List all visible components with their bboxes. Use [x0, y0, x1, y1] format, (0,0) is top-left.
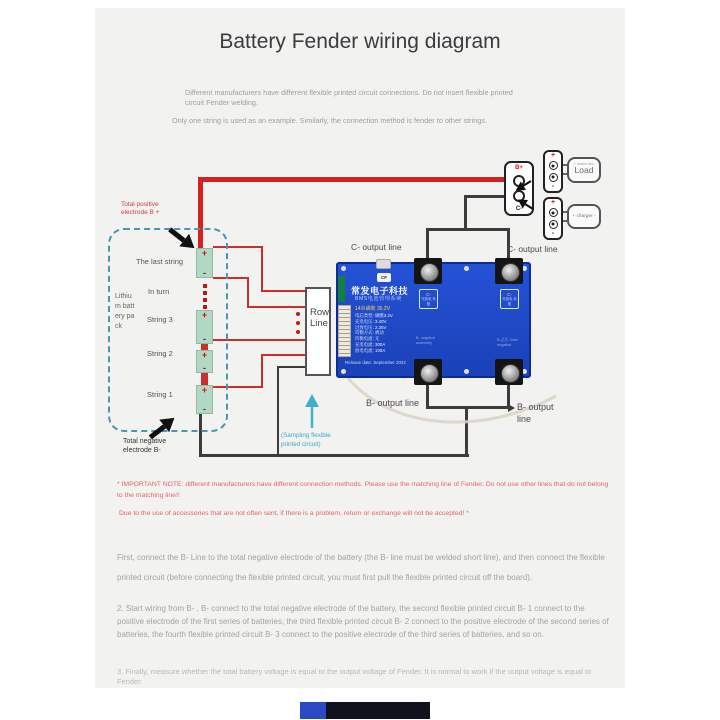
warning-note-1: * IMPORTANT NOTE: different manufacturers have different connection methods. Please use the matching line of Fender. Do not use other lines that do not belong to the matching line!!: [117, 481, 609, 499]
row-line-dots: [296, 321, 300, 325]
load-text: Load: [574, 165, 594, 175]
pad-label-c2-title: C-: [507, 291, 512, 297]
sampling-wire-1b: [261, 246, 263, 292]
screw-hole: [341, 266, 346, 271]
bms-board: [336, 262, 531, 378]
board-subtitle: BMS电池管理系统: [355, 296, 402, 302]
sampling-wire-4b: [261, 355, 263, 388]
solder-pad-c2: [495, 258, 523, 284]
wire-b-plus-horizontal: [198, 177, 508, 182]
label-b-output-right-text: B- output line: [517, 402, 554, 425]
wire-cminus-to-terminal: [464, 195, 506, 198]
warning-note-2: Due to the use of accessories that are not often sent, if there is a problem, return or exchange will not be accepted! *: [119, 510, 469, 517]
load-terminal-block: [543, 150, 563, 193]
pad-label-b2: B-总负 Total negative: [497, 338, 518, 347]
wire-bminus-bottom: [199, 454, 469, 457]
charger-text: + charger -: [572, 214, 596, 219]
board-spec-block: [355, 305, 393, 354]
label-lithium-pack: Lithium battery pack: [115, 293, 135, 331]
sampling-wire-2b: [247, 277, 249, 308]
cell-minus-mark: -: [203, 404, 206, 414]
block-plus: +: [550, 199, 556, 206]
block-plus: +: [550, 152, 556, 159]
terminal-c-minus-label: C-: [515, 205, 523, 212]
arrow-up-teal-icon: [301, 394, 323, 430]
cell-link-wire: [201, 373, 208, 385]
bottom-partial-image: [300, 702, 430, 719]
pad-label-c2-sub: 充放电 负极: [502, 297, 517, 306]
battery-cell-last-string: [196, 248, 213, 278]
instruction-step-1: First, connect the B- Line to the total negative electrode of the battery (the B- line must be welded short line), and then connect the flexible printed circuit (before connecting the flexible printed circuit, you must first pull the flexible printed circuit off the board).: [117, 553, 605, 582]
label-string1: String 1: [147, 390, 173, 399]
wire-cminus-join: [426, 228, 510, 231]
label-string2: String 2: [147, 349, 173, 358]
sampling-wire-black-a: [277, 366, 306, 368]
bottom-partial-blue: [300, 702, 326, 719]
intro-note-2: Only one string is used as an example. Similarly, the connection method is fender to other strings.: [172, 116, 488, 125]
board-component-green: [338, 276, 345, 302]
cell-plus-mark: +: [201, 248, 208, 258]
load-small-text: + motor etc.: [573, 161, 595, 166]
cell-minus-mark: -: [203, 363, 206, 373]
load-box: [567, 157, 601, 183]
sampling-wire-1c: [261, 290, 306, 292]
spec-line: 放电电流: 100A: [355, 347, 386, 353]
row-line-dots: [296, 312, 300, 316]
label-sampling-note: (Sampling flexible printed circuit): [281, 432, 331, 448]
spec-line: 充电电流: 300A: [355, 342, 386, 348]
board-release-date: Release date: September 2022: [345, 360, 406, 365]
row-line-dots: [296, 330, 300, 334]
pad-label-c1: [419, 289, 438, 309]
screw-hole: [464, 369, 469, 374]
block-minus: -: [551, 182, 555, 190]
pad-label-c1-sub: 充放电 负极: [421, 297, 436, 306]
label-b-output-left: B- output line: [366, 398, 420, 408]
board-brand: 常发电子科技: [351, 286, 409, 296]
spec-line: 电芯类型: 磷酸3.2V: [355, 313, 393, 318]
pad-label-b1: B- negative assembly: [416, 336, 436, 345]
cell-minus-mark: -: [203, 268, 206, 278]
cell-plus-mark: +: [201, 310, 208, 320]
wire-cminus-riser: [464, 197, 467, 231]
battery-cell-string1: [196, 385, 213, 414]
sampling-wire-2c: [247, 306, 306, 308]
battery-cell-string3: [196, 310, 213, 344]
sampling-wire-4c: [261, 354, 306, 356]
spec-line: 充电电压: 3.40V: [355, 318, 387, 324]
series-dots: [203, 291, 207, 295]
spec-line: 过放电压: 2.35V: [355, 324, 387, 330]
label-total-negative: Total negative electrode B-: [123, 438, 167, 454]
screw-hole: [464, 266, 469, 271]
charger-box: [567, 204, 601, 229]
label-c-output-left: C- output line: [351, 242, 402, 252]
battery-cell-string2: [196, 350, 213, 373]
pad-label-c2: [500, 289, 519, 309]
screw-hole: [341, 369, 346, 374]
cell-minus-mark: -: [203, 334, 206, 344]
label-total-positive: Total positive electrode B +: [121, 201, 160, 217]
spec-header: 14串磷酸 35.2V: [355, 306, 391, 312]
flex-cable-socket: [338, 305, 351, 357]
board-top-connector: [376, 259, 391, 269]
block-minus: -: [551, 229, 555, 237]
label-last-string: The last string: [136, 257, 184, 266]
bottom-partial-dark: [326, 702, 430, 719]
spec-line: 均衡方式: 被动: [355, 330, 384, 336]
page-title: Battery Fender wiring diagram: [219, 30, 501, 53]
spec-line: 均衡电流: 无: [355, 336, 380, 342]
row-line-connector: Row Line: [305, 287, 331, 376]
label-b-output-right: [508, 401, 570, 425]
cell-plus-mark: +: [201, 385, 208, 395]
intro-note-1: Different manufacturers have different flexible printed circuit connections. Do not insert flexible printed circuit Fender welding.: [185, 88, 513, 108]
block-hole: [549, 173, 558, 182]
sampling-wire-black-b: [277, 366, 279, 457]
series-dots: [203, 298, 207, 302]
terminal-b-plus-label: B+: [515, 165, 523, 171]
label-in-turn: In turn: [148, 287, 170, 296]
solder-pad-c1: [414, 258, 442, 284]
block-hole: [549, 161, 558, 170]
series-dots: [203, 284, 207, 288]
series-dots: [203, 305, 207, 309]
instruction-step-3: 3. Finally, measure whether the total battery voltage is equal to the output voltage of Fender. It is normal to work if the output voltage is equal to Fender.: [117, 667, 592, 686]
instruction-step-2: 2. Start wiring from B- , B- connect to the total negative electrode of the battery, the second flexible printed circuit B- 1 connect to the positive electrode of the first series of batteries, the third flexible printed circuit B- 2 connect to the positive electrode of the second series of batteries, the fourth flexible printed circuit B- 3 connect to the positive electrode of the third series of batteries, and so on.: [117, 604, 609, 639]
solder-pad-b2: [495, 359, 523, 385]
label-string3: String 3: [147, 315, 173, 324]
brand-logo: CF: [377, 273, 391, 282]
cell-plus-mark: +: [201, 350, 208, 360]
arrow-right-icon: [508, 404, 515, 412]
block-hole: [549, 208, 558, 217]
label-c-output-right: C- output line: [507, 244, 558, 254]
pad-label-c1-title: C-: [426, 291, 431, 297]
charger-terminal-block: [543, 197, 563, 240]
block-hole: [549, 220, 558, 229]
